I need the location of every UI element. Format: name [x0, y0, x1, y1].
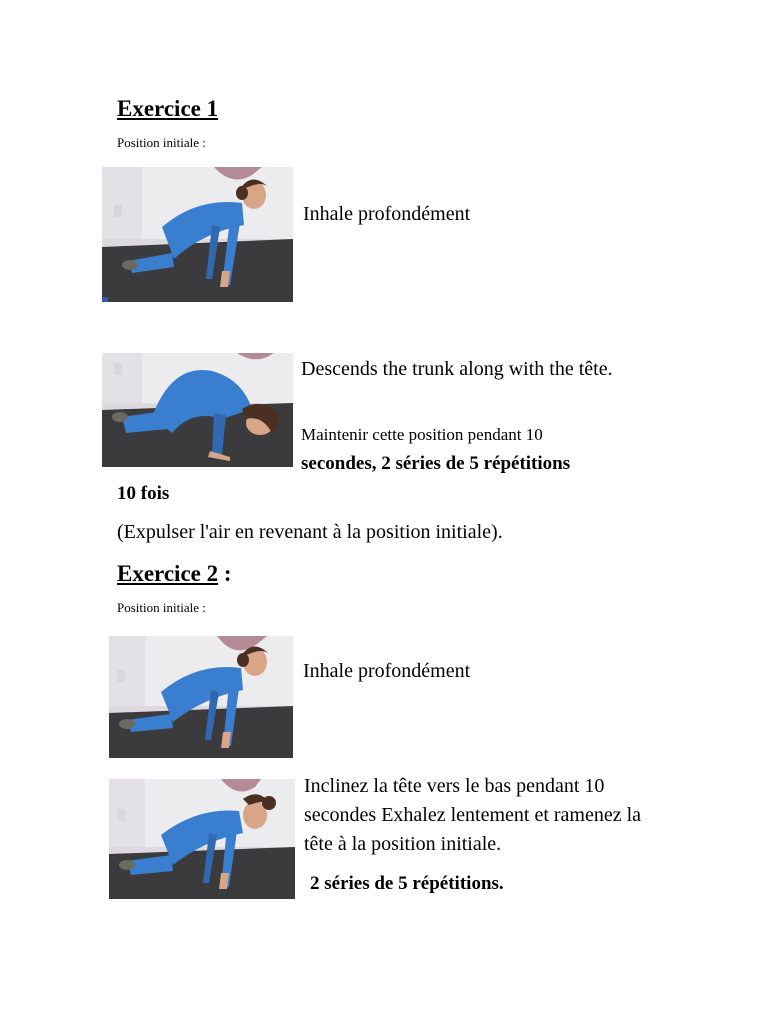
exercise-1-photo-initial: [102, 167, 293, 302]
exercise-1-initial-label: Position initiale :: [117, 135, 206, 150]
exercise-2-photo-head-down: [109, 779, 295, 899]
exercise-2-step-1-text: Inhale profondément: [303, 660, 471, 682]
exercise-1-step-2-text: Descends the trunk along with the tête.: [301, 358, 613, 380]
exercise-1-photo-lowered: [102, 353, 293, 467]
exercise-1-series-text: secondes, 2 séries de 5 répétitions: [301, 453, 571, 474]
exercise-2-step-2-text: Inclinez la tête vers le bas pendant 10 secondes Exhalez lentement et ramenez la tête à la position initiale.: [304, 775, 642, 855]
exercise-2-photo-initial: [109, 636, 293, 758]
exercise-2-title: Exercice 2 :: [117, 561, 232, 586]
exercise-2-initial-label: Position initiale :: [117, 600, 206, 615]
exercise-1-hold-text: Maintenir cette position pendant 10: [301, 425, 543, 444]
exercise-1-note: (Expulser l'air en revenant à la position initiale).: [117, 521, 503, 543]
exercise-2-series-text: 2 séries de 5 répétitions.: [310, 873, 504, 894]
exercise-1-step-1-text: Inhale profondément: [303, 203, 471, 225]
exercise-1-title: Exercice 1: [117, 96, 219, 121]
exercise-1-times-text: 10 fois: [117, 483, 170, 504]
